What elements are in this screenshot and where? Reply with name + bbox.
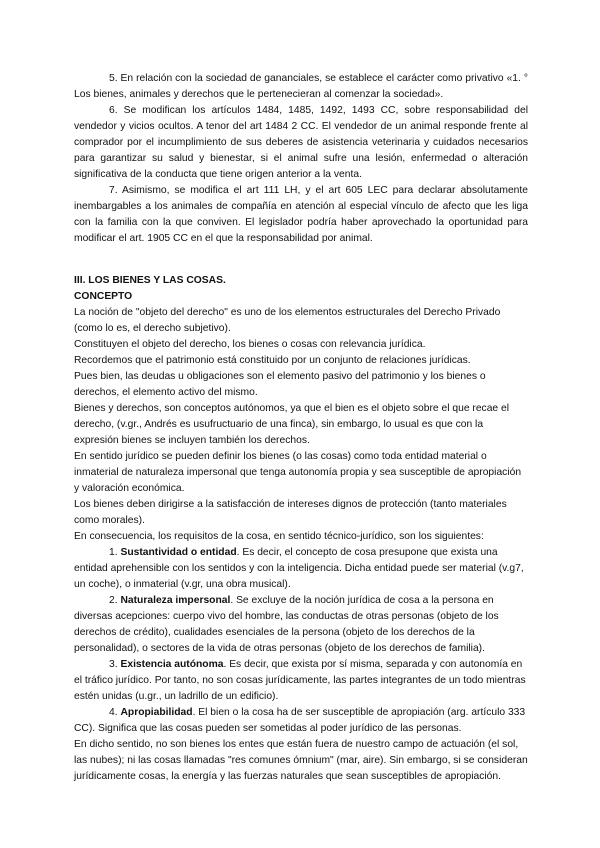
concept-paragraph-7: Los bienes deben dirigirse a la satisfacción de intereses dignos de protección (tanto materiales como morales). xyxy=(74,499,507,526)
requirement-title: Apropiabilidad xyxy=(120,707,193,718)
requirement-2 xyxy=(74,593,528,657)
requirement-number: 1. xyxy=(109,547,118,558)
requirement-3 xyxy=(74,657,528,705)
concept-body xyxy=(74,305,528,785)
requirement-title: Sustantividad o entidad xyxy=(120,547,237,558)
section-gap xyxy=(74,247,528,273)
requirement-number: 2. xyxy=(109,595,118,606)
concept-paragraph-6: En sentido jurídico se pueden definir los bienes (o las cosas) como toda entidad material o inmaterial de naturaleza impersonal que tenga autonomía propia y sea susceptible de apropiación y valoración económica. xyxy=(74,451,522,494)
concept-paragraph-3: Recordemos que el patrimonio está constituido por un conjunto de relaciones jurídicas. xyxy=(74,355,471,366)
paragraph-6: 6. Se modifican los artículos 1484, 1485, 1492, 1493 CC, sobre responsabilidad del vendedor y vicios ocultos. A tenor del art 1484 2 CC. El vendedor de un animal responde frente al comprador por el incumplimiento de sus deberes de asistencia veterinaria y cuidados necesarios para garantizar su salud y bienestar, si el animal sufre una lesión, enfermedad o alteración significativa de la conducta que tiene origen anterior a la venta. xyxy=(74,105,528,180)
requirement-4 xyxy=(74,705,528,737)
concept-paragraph-1: La noción de "objeto del derecho" es uno de los elementos estructurales del Derecho Privado (como lo es, el derecho subjetivo). xyxy=(74,307,501,334)
concept-paragraph-4: Pues bien, las deudas u obligaciones son el elemento pasivo del patrimonio y los bienes o derechos, el elemento activo del mismo. xyxy=(74,371,486,398)
requirement-text: . Se excluye de la noción jurídica de cosa a la persona en diversas acepciones: cuerpo vivo del hombre, las conductas de otras personas (objeto de los derechos de crédito), cualidades esenciales de la persona (objeto de los derechos de la personalidad), o sectores de la vida de otras personas (objeto de los derechos de familia). xyxy=(74,595,499,654)
paragraph-7: 7. Asimismo, se modifica el art 111 LH, y el art 605 LEC para declarar absolutamente inembargables a los animales de compañía en atención al especial vínculo de afecto que les liga con la familia con la que conviven. El legislador podría haber aprovechado la oportunidad para modificar el art. 1905 CC en el que la responsabilidad por animal. xyxy=(74,185,528,244)
document-page xyxy=(74,71,528,785)
concept-paragraph-2: Constituyen el objeto del derecho, los bienes o cosas con relevancia jurídica. xyxy=(74,339,426,350)
concept-heading: CONCEPTO xyxy=(74,291,133,302)
requirement-title: Existencia autónoma xyxy=(120,659,224,670)
requirement-number: 3. xyxy=(109,659,118,670)
paragraph-5: 5. En relación con la sociedad de gananciales, se establece el carácter como privativo «1. ° Los bienes, animales y derechos que le pertenecieran al comenzar la sociedad». xyxy=(74,73,528,100)
concept-paragraph-8: En consecuencia, los requisitos de la cosa, en sentido técnico-jurídico, son los siguientes: xyxy=(74,531,484,542)
section-heading: III. LOS BIENES Y LAS COSAS. xyxy=(74,275,226,286)
closing-paragraph: En dicho sentido, no son bienes los entes que están fuera de nuestro campo de actuación (el sol, las nubes); ni las cosas llamadas "res comunes ómnium" (mar, aire). Sin embargo, si se consideran jurídicamente cosas, la energía y las fuerzas naturales que sean susceptibles de apropiación. xyxy=(74,739,528,782)
requirement-text: . El bien o la cosa ha de ser susceptible de apropiación (arg. artículo 333 CC). Significa que las cosas pueden ser sometidas al poder jurídico de las personas. xyxy=(74,707,526,734)
requirement-number: 4. xyxy=(109,707,118,718)
requirement-text: . Es decir, el concepto de cosa presupone que exista una entidad aprehensible con los sentidos y con la inteligencia. Dicha entidad puede ser material (v.g7, un coche), o inmaterial (v.gr, una obra musical). xyxy=(74,547,524,590)
requirement-title: Naturaleza impersonal xyxy=(120,595,231,606)
concept-paragraph-5: Bienes y derechos, son conceptos autónomos, ya que el bien es el objeto sobre el que recae el derecho, (v.gr., Andrés es usufructuario de una finca), sin embargo, lo usual es que con la expresión bienes se incluyen también los derechos. xyxy=(74,403,510,446)
requirement-1 xyxy=(74,545,528,593)
requirement-text: . Es decir, que exista por sí misma, separada y con autonomía en el tráfico jurídico. Por tanto, no son cosas jurídicamente, las partes integrantes de un todo mientras estén unidas (u.gr., un ladrillo de un edificio). xyxy=(74,659,526,702)
